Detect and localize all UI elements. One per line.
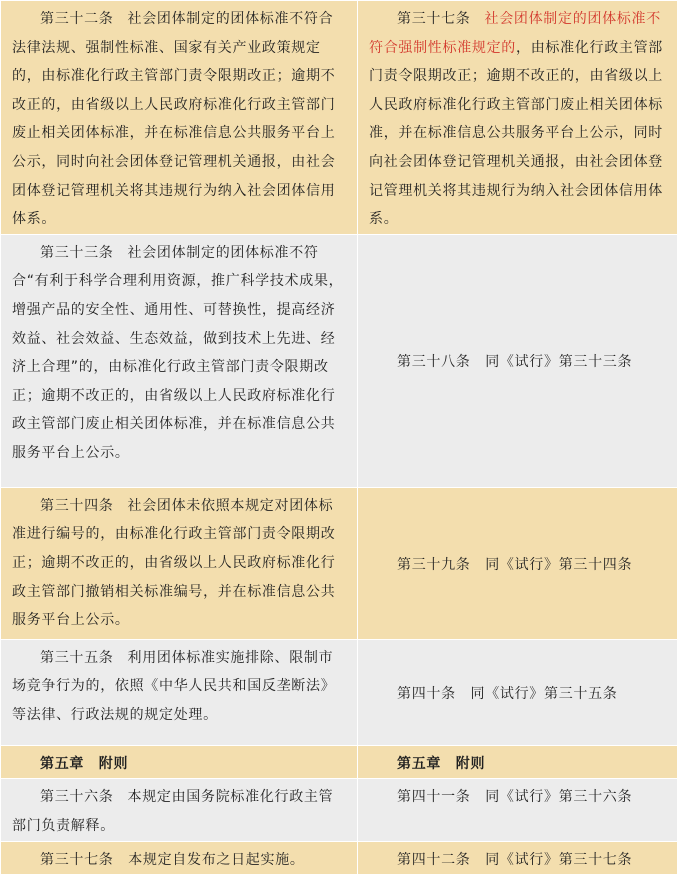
right-chapter-heading: 第五章 附则 [358,745,678,779]
article-number: 第三十三条 [40,244,114,261]
article-text: 社会团体制定的团体标准不符合法律法规、强制性标准、国家有关产业政策规定的，由标准化行政主管部门责令限期改正；逾期不改正的，由省级以上人民政府标准化行政主管部门废止相关团体标准，并在标准信息公共服务平台上公示，同时向社会团体登记管理机关通报，由社会团体登记管理机关将其违规行为纳入社会团体信用体系。 [12,11,336,228]
article-number: 第三十六条 [40,789,114,806]
right-cell-article-39: 第三十九条 同《试行》第三十四条 [358,487,678,639]
table-row [1,841,678,875]
article-text: 社会团体制定的团体标准不符合“有利于科学合理利用资源，推广科学技术成果，增强产品的安全性、通用性、可替换性，提高经济效益、社会效益、生态效益，做到技术上先进、经济上合理”的，由标准化行政主管部门责令限期改正；逾期不改正的，由省级以上人民政府标准化行政主管部门废止相关团体标准，并在标准信息公共服务平台上公示。 [12,244,344,461]
left-cell-article-32 [1,1,358,235]
article-number: 第三十二条 [40,11,114,27]
left-cell-article-37-final: 第三十七条 本规定自发布之日起实施。 [1,841,358,875]
article-text: 本规定由国务院标准化行政主管部门负责解释。 [12,789,334,834]
highlighted-text: 社会团体制定的团体标准不符合强制性标准规定的 [369,11,661,56]
article-text: 社会团体未依照本规定对团体标准进行编号的，由标准化行政主管部门责令限期改正；逾期不改正的，由省级以上人民政府标准化行政主管部门撤销相关标准编号，并在标准信息公共服务平台上公示。 [12,497,336,629]
right-cell-article-42: 第四十二条 同《试行》第三十七条 [358,841,678,875]
table-row [1,779,678,841]
right-cell-article-40: 第四十条 同《试行》第三十五条 [358,639,678,745]
table-row [1,639,678,745]
right-cell-article-38: 第三十八条 同《试行》第三十三条 [358,234,678,487]
table-row [1,234,678,487]
article-text: ，由标准化行政主管部门责令限期改正；逾期不改正的，由省级以上人民政府标准化行政主管部门废止相关团体标准，并在标准信息公共服务平台上公示，同时向社会团体登记管理机关通报，由社会团体登记管理机关将其违规行为纳入社会团体信用体系。 [369,39,663,228]
article-number: 第三十七条 [397,11,471,27]
table-row [1,1,678,235]
article-number: 第三十四条 [40,497,114,514]
left-chapter-heading: 第五章 附则 [1,745,358,779]
article-number: 第三十五条 [40,649,114,666]
left-cell-article-36 [1,779,358,841]
right-cell-article-41: 第四十一条 同《试行》第三十六条 [358,779,678,841]
left-cell-article-33 [1,234,358,487]
table-row [1,487,678,639]
article-text: 利用团体标准实施排除、限制市场竞争行为的，依照《中华人民共和国反垄断法》等法律、行政法规的规定处理。 [12,649,336,723]
table-row [1,745,678,779]
left-cell-article-34 [1,487,358,639]
left-cell-article-35 [1,639,358,745]
right-cell-article-37 [358,1,678,235]
